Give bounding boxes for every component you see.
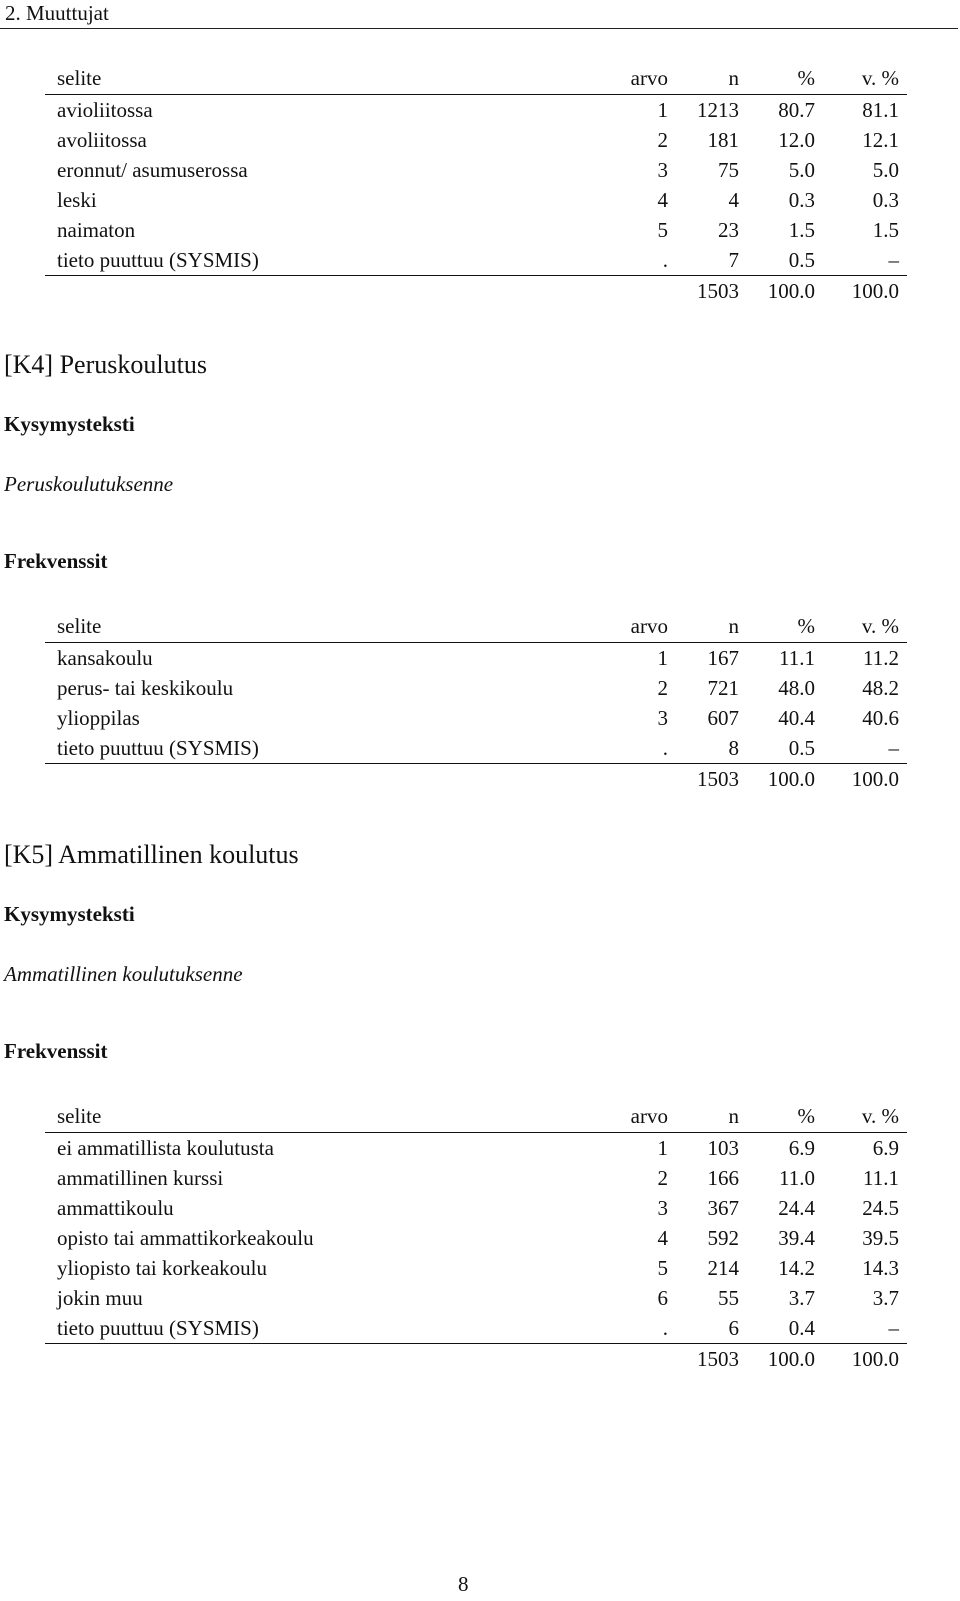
col-header-n: n xyxy=(728,66,739,90)
table-row xyxy=(45,733,907,764)
cell-vpct: 3.7 xyxy=(872,1286,899,1310)
col-header-selite: selite xyxy=(57,614,102,638)
total-pct: 100.0 xyxy=(767,1347,815,1371)
cell-arvo: 2 xyxy=(657,676,668,700)
cell-pct: 0.4 xyxy=(788,1316,815,1340)
question-heading-k5: Kysymysteksti xyxy=(4,902,135,926)
cell-pct: 3.7 xyxy=(788,1286,815,1310)
col-header-vpct: v. % xyxy=(861,614,899,638)
cell-arvo: 4 xyxy=(657,1226,668,1250)
cell-vpct: 1.5 xyxy=(872,218,899,242)
cell-vpct: 39.5 xyxy=(862,1226,899,1250)
total-row xyxy=(45,764,907,795)
empty-cell xyxy=(45,764,600,795)
cell-arvo: 5 xyxy=(657,218,668,242)
cell-arvo: 2 xyxy=(657,128,668,152)
cell-n: 1213 xyxy=(697,98,739,122)
header-rule xyxy=(0,28,958,29)
cell-vpct: – xyxy=(888,736,899,760)
table-row xyxy=(45,155,907,185)
cell-pct: 39.4 xyxy=(778,1226,815,1250)
cell-n: 592 xyxy=(707,1226,739,1250)
cell-n: 6 xyxy=(728,1316,739,1340)
cell-n: 7 xyxy=(728,248,739,272)
frequency-table-k4 xyxy=(45,610,907,794)
col-header-n: n xyxy=(728,614,739,638)
table-row xyxy=(45,1193,907,1223)
cell-pct: 1.5 xyxy=(788,218,815,242)
cell-vpct: 0.3 xyxy=(872,188,899,212)
total-vpct: 100.0 xyxy=(851,767,899,791)
col-header-pct: % xyxy=(797,1104,815,1128)
frequencies-heading-k5: Frekvenssit xyxy=(4,1039,108,1063)
table-row xyxy=(45,215,907,245)
frequency-table-k5 xyxy=(45,1100,907,1374)
cell-pct: 24.4 xyxy=(778,1196,815,1220)
cell-selite: yliopisto tai korkeakoulu xyxy=(57,1256,267,1280)
cell-selite: jokin muu xyxy=(57,1286,143,1310)
cell-vpct: 24.5 xyxy=(862,1196,899,1220)
cell-n: 166 xyxy=(707,1166,739,1190)
cell-pct: 14.2 xyxy=(778,1256,815,1280)
cell-pct: 11.0 xyxy=(779,1166,815,1190)
col-header-selite: selite xyxy=(57,1104,102,1128)
total-n: 1503 xyxy=(697,279,739,303)
total-row xyxy=(45,276,907,307)
cell-vpct: 12.1 xyxy=(862,128,899,152)
total-vpct: 100.0 xyxy=(851,279,899,303)
col-header-selite: selite xyxy=(57,66,102,90)
cell-pct: 0.3 xyxy=(788,188,815,212)
cell-vpct: – xyxy=(888,248,899,272)
cell-pct: 0.5 xyxy=(788,736,815,760)
cell-arvo: 3 xyxy=(657,706,668,730)
cell-arvo: . xyxy=(662,1316,668,1340)
total-pct: 100.0 xyxy=(767,279,815,303)
cell-pct: 48.0 xyxy=(778,676,815,700)
cell-arvo: 1 xyxy=(657,646,668,670)
total-vpct: 100.0 xyxy=(851,1347,899,1371)
cell-pct: 6.9 xyxy=(788,1136,815,1160)
col-header-arvo: arvo xyxy=(630,614,668,638)
cell-selite: perus- tai keskikoulu xyxy=(57,676,234,700)
cell-selite: ammattikoulu xyxy=(57,1196,174,1220)
table-row xyxy=(45,1313,907,1344)
cell-selite: ei ammatillista koulutusta xyxy=(57,1136,274,1160)
cell-selite: opisto tai ammattikorkeakoulu xyxy=(57,1226,314,1250)
cell-n: 167 xyxy=(707,646,739,670)
cell-n: 214 xyxy=(707,1256,739,1280)
cell-vpct: 40.6 xyxy=(862,706,899,730)
total-n: 1503 xyxy=(697,1347,739,1371)
cell-vpct: 11.2 xyxy=(863,646,899,670)
cell-selite: tieto puuttuu (SYSMIS) xyxy=(57,1316,259,1340)
running-header: 2. Muuttujat xyxy=(5,1,109,25)
empty-cell xyxy=(45,1344,600,1375)
table-row xyxy=(45,1223,907,1253)
col-header-n: n xyxy=(728,1104,739,1128)
question-text-k4: Peruskoulutuksenne xyxy=(4,472,174,496)
cell-selite: leski xyxy=(57,188,97,212)
cell-n: 721 xyxy=(707,676,739,700)
section-title-k5: [K5] Ammatillinen koulutus xyxy=(4,840,299,869)
cell-vpct: 14.3 xyxy=(862,1256,899,1280)
empty-cell xyxy=(600,276,676,307)
table-row xyxy=(45,95,907,126)
cell-n: 607 xyxy=(707,706,739,730)
cell-vpct: 11.1 xyxy=(863,1166,899,1190)
cell-selite: naimaton xyxy=(57,218,136,242)
cell-arvo: 2 xyxy=(657,1166,668,1190)
cell-vpct: 6.9 xyxy=(872,1136,899,1160)
cell-selite: ammatillinen kurssi xyxy=(57,1166,224,1190)
cell-n: 181 xyxy=(707,128,739,152)
cell-n: 55 xyxy=(718,1286,739,1310)
cell-selite: kansakoulu xyxy=(57,646,153,670)
cell-selite: tieto puuttuu (SYSMIS) xyxy=(57,248,259,272)
cell-arvo: 6 xyxy=(657,1286,668,1310)
col-header-vpct: v. % xyxy=(861,1104,899,1128)
cell-vpct: – xyxy=(888,1316,899,1340)
table-row xyxy=(45,125,907,155)
table-row xyxy=(45,703,907,733)
frequency-table-1 xyxy=(45,62,907,306)
cell-selite: avioliitossa xyxy=(57,98,153,122)
cell-selite: tieto puuttuu (SYSMIS) xyxy=(57,736,259,760)
cell-vpct: 81.1 xyxy=(862,98,899,122)
cell-arvo: 5 xyxy=(657,1256,668,1280)
cell-arvo: 3 xyxy=(657,1196,668,1220)
total-pct: 100.0 xyxy=(767,767,815,791)
cell-selite: avoliitossa xyxy=(57,128,147,152)
table-row xyxy=(45,1253,907,1283)
empty-cell xyxy=(45,276,600,307)
cell-arvo: 1 xyxy=(657,1136,668,1160)
total-n: 1503 xyxy=(697,767,739,791)
table-header-row xyxy=(45,1100,907,1133)
cell-pct: 40.4 xyxy=(778,706,815,730)
cell-n: 4 xyxy=(728,188,739,212)
question-text-k5: Ammatillinen koulutuksenne xyxy=(4,962,243,986)
table-row xyxy=(45,1163,907,1193)
cell-n: 8 xyxy=(728,736,739,760)
empty-cell xyxy=(600,764,676,795)
table-row xyxy=(45,185,907,215)
col-header-vpct: v. % xyxy=(861,66,899,90)
page-number: 8 xyxy=(458,1572,469,1596)
table-row xyxy=(45,245,907,276)
cell-pct: 5.0 xyxy=(788,158,815,182)
cell-arvo: . xyxy=(662,248,668,272)
table-row xyxy=(45,1133,907,1164)
section-title-k4: [K4] Peruskoulutus xyxy=(4,350,207,379)
col-header-pct: % xyxy=(797,66,815,90)
table-row xyxy=(45,1283,907,1313)
cell-n: 23 xyxy=(718,218,739,242)
question-heading-k4: Kysymysteksti xyxy=(4,412,135,436)
total-row xyxy=(45,1344,907,1375)
cell-selite: eronnut/ asumuserossa xyxy=(57,158,248,182)
cell-n: 103 xyxy=(707,1136,739,1160)
col-header-arvo: arvo xyxy=(630,66,668,90)
cell-pct: 12.0 xyxy=(778,128,815,152)
cell-pct: 0.5 xyxy=(788,248,815,272)
cell-arvo: 3 xyxy=(657,158,668,182)
cell-selite: ylioppilas xyxy=(57,706,140,730)
table-header-row xyxy=(45,62,907,95)
cell-pct: 80.7 xyxy=(778,98,815,122)
cell-n: 75 xyxy=(718,158,739,182)
cell-n: 367 xyxy=(707,1196,739,1220)
table-row xyxy=(45,643,907,674)
cell-arvo: 4 xyxy=(657,188,668,212)
table-row xyxy=(45,673,907,703)
cell-arvo: . xyxy=(662,736,668,760)
cell-pct: 11.1 xyxy=(779,646,815,670)
cell-vpct: 5.0 xyxy=(872,158,899,182)
empty-cell xyxy=(600,1344,676,1375)
col-header-arvo: arvo xyxy=(630,1104,668,1128)
cell-arvo: 1 xyxy=(657,98,668,122)
frequencies-heading-k4: Frekvenssit xyxy=(4,549,108,573)
col-header-pct: % xyxy=(797,614,815,638)
cell-vpct: 48.2 xyxy=(862,676,899,700)
table-header-row xyxy=(45,610,907,643)
